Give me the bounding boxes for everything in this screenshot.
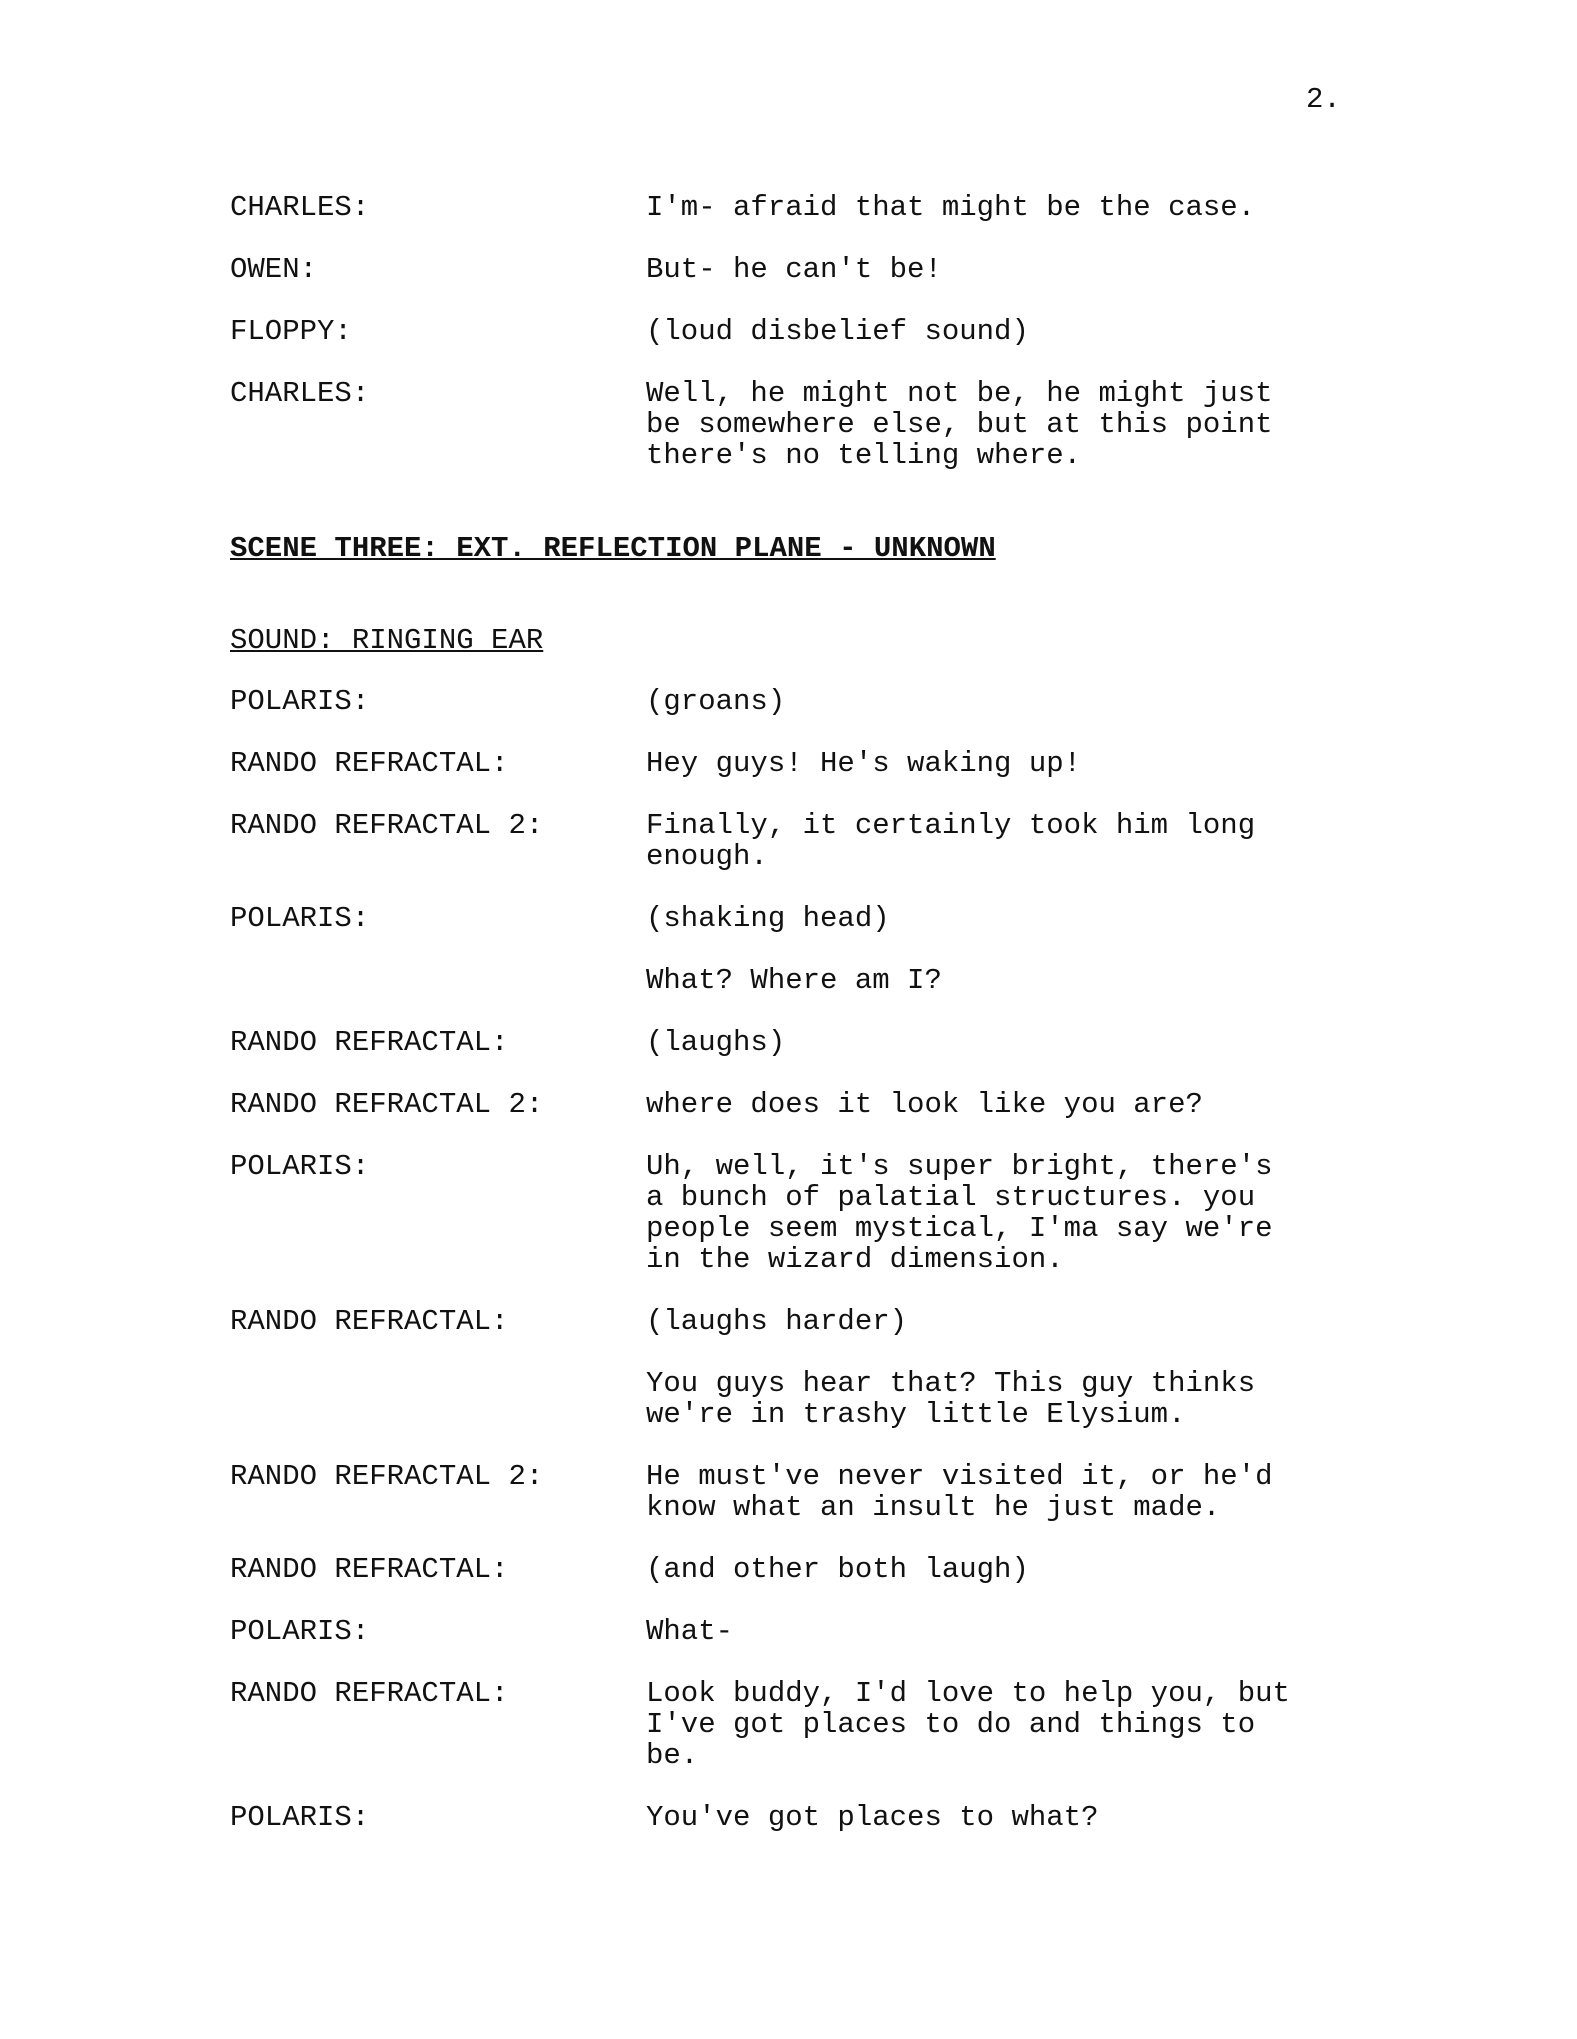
- dialogue-text: Well, he might not be, he might just be somewhere else, but at this point there's no telling where.: [646, 377, 1273, 472]
- dialogue-text: What? Where am I?: [646, 964, 942, 997]
- scene-heading: SCENE THREE: EXT. REFLECTION PLANE - UNKNOWN: [230, 532, 996, 565]
- character-name: RANDO REFRACTAL:: [230, 747, 509, 780]
- dialogue-entry: [230, 1616, 1350, 1647]
- dialogue-text: Finally, it certainly took him long enough.: [646, 809, 1256, 873]
- dialogue-entry: [230, 1802, 1350, 1833]
- dialogue-text: Hey guys! He's waking up!: [646, 747, 1082, 780]
- character-name: POLARIS:: [230, 1615, 370, 1648]
- character-name: RANDO REFRACTAL 2:: [230, 1460, 544, 1493]
- dialogue-text: (laughs): [646, 1026, 786, 1059]
- character-name: POLARIS:: [230, 902, 370, 935]
- dialogue-text: Uh, well, it's super bright, there's a bunch of palatial structures. you people seem mystical, I'ma say we're in the wizard dimension.: [646, 1150, 1273, 1276]
- page-number: 2.: [1306, 83, 1341, 116]
- dialogue-block-before: [230, 192, 1350, 471]
- character-name: CHARLES:: [230, 377, 370, 410]
- dialogue-text: You guys hear that? This guy thinks we're in trashy little Elysium.: [646, 1367, 1256, 1431]
- character-name: RANDO REFRACTAL:: [230, 1677, 509, 1710]
- dialogue-text: But- he can't be!: [646, 253, 942, 286]
- character-name: RANDO REFRACTAL 2:: [230, 1088, 544, 1121]
- dialogue-text: (laughs harder): [646, 1305, 908, 1338]
- dialogue-entry: [230, 1678, 1350, 1771]
- dialogue-text: I'm- afraid that might be the case.: [646, 191, 1256, 224]
- character-name: [230, 1368, 646, 1430]
- dialogue-entry: [230, 378, 1350, 471]
- dialogue-entry: [230, 192, 1350, 223]
- character-name: RANDO REFRACTAL:: [230, 1026, 509, 1059]
- character-name: CHARLES:: [230, 191, 370, 224]
- character-name: POLARIS:: [230, 685, 370, 718]
- character-name: FLOPPY:: [230, 315, 352, 348]
- dialogue-text: Look buddy, I'd love to help you, but I've got places to do and things to be.: [646, 1677, 1290, 1772]
- character-name: OWEN:: [230, 253, 318, 286]
- dialogue-entry: [230, 1368, 1350, 1430]
- dialogue-entry: [230, 1027, 1350, 1058]
- dialogue-text: He must've never visited it, or he'd know what an insult he just made.: [646, 1460, 1273, 1524]
- dialogue-entry: [230, 810, 1350, 872]
- dialogue-text: (groans): [646, 685, 786, 718]
- dialogue-entry: [230, 748, 1350, 779]
- dialogue-entry: [230, 1151, 1350, 1275]
- dialogue-block-after: [230, 686, 1350, 1833]
- dialogue-entry: [230, 1461, 1350, 1523]
- dialogue-text: You've got places to what?: [646, 1801, 1099, 1834]
- dialogue-text: (and other both laugh): [646, 1553, 1029, 1586]
- dialogue-text: (loud disbelief sound): [646, 315, 1029, 348]
- dialogue-text: where does it look like you are?: [646, 1088, 1203, 1121]
- dialogue-entry: [230, 686, 1350, 717]
- character-name: [230, 965, 646, 996]
- dialogue-entry: [230, 1089, 1350, 1120]
- character-name: RANDO REFRACTAL:: [230, 1305, 509, 1338]
- dialogue-text: What-: [646, 1615, 734, 1648]
- character-name: POLARIS:: [230, 1150, 370, 1183]
- character-name: RANDO REFRACTAL 2:: [230, 809, 544, 842]
- dialogue-entry: [230, 1554, 1350, 1585]
- character-name: POLARIS:: [230, 1801, 370, 1834]
- dialogue-entry: [230, 316, 1350, 347]
- sound-cue: SOUND: RINGING EAR: [230, 624, 544, 657]
- dialogue-entry: [230, 1306, 1350, 1337]
- dialogue-entry: [230, 965, 1350, 996]
- dialogue-text: (shaking head): [646, 902, 890, 935]
- dialogue-entry: [230, 254, 1350, 285]
- dialogue-entry: [230, 903, 1350, 934]
- character-name: RANDO REFRACTAL:: [230, 1553, 509, 1586]
